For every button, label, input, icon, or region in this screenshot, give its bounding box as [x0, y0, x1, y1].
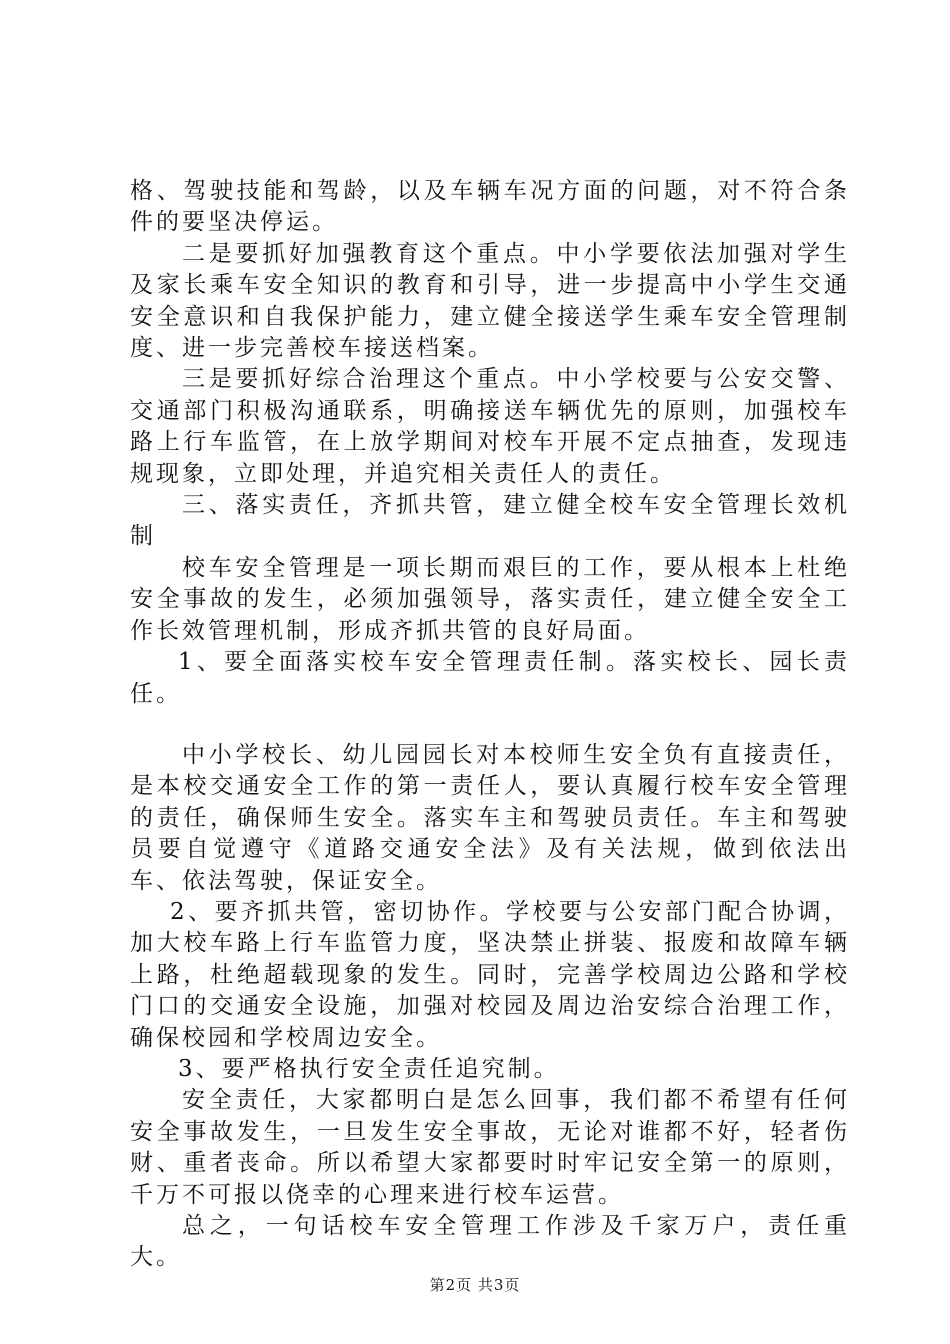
item-2-paragraph: 2、要齐抓共管，密切协作。学校要与公安部门配合协调，加大校车路上行车监管力度，坚决禁止拼装、报废和故障车辆上路，杜绝超载现象的发生。同时，完善学校周边公路和学校门口的交通安全设施，加强对校园及周边治安综合治理工作，确保校园和学校周边安全。 [130, 898, 850, 1051]
page-number-footer: 第2页 共3页 [429, 1276, 521, 1294]
paragraph-3: 三是要抓好综合治理这个重点。中小学校要与公安交警、交通部门积极沟通联系，明确接送车辆优先的原则，加强校车路上行车监管，在上放学期间对校车开展不定点抽查，发现违规现象，立即处理，并追究相关责任人的责任。 [130, 366, 850, 487]
paragraph-5: 中小学校长、幼儿园园长对本校师生安全负有直接责任，是本校交通安全工作的第一责任人，要认真履行校车安全管理的责任，确保师生安全。落实车主和驾驶员责任。车主和驾驶员要自觉遵守《道路交通安全法》及有关法规，做到依法出车、依法驾驶，保证安全。 [130, 741, 850, 894]
document-body [130, 176, 850, 1274]
paragraph-2: 二是要抓好加强教育这个重点。中小学要依法加强对学生及家长乘车安全知识的教育和引导，进一步提高中小学生交通安全意识和自我保护能力，建立健全接送学生乘车安全管理制度、进一步完善校车接送档案。 [130, 240, 850, 362]
paragraph-1: 格、驾驶技能和驾龄，以及车辆车况方面的问题，对不符合条件的要坚决停运。 [130, 178, 850, 236]
paragraph-6: 安全责任，大家都明白是怎么回事，我们都不希望有任何安全事故发生，一旦发生安全事故，无论对谁都不好，轻者伤财、重者丧命。所以希望大家都要时时牢记安全第一的原则，千万不可报以侥幸的心理来进行校车运营。 [130, 1087, 850, 1208]
paragraph-4: 校车安全管理是一项长期而艰巨的工作，要从根本上杜绝安全事故的发生，必须加强领导，落实责任，建立健全安全工作长效管理机制，形成齐抓共管的良好局面。 [130, 554, 850, 644]
item-3-heading: 3、要严格执行安全责任追究制。 [178, 1055, 560, 1082]
item-1-heading: 1、要全面落实校车安全管理责任制。落实校长、园长责任。 [130, 649, 850, 707]
paragraph-7: 总之，一句话校车安全管理工作涉及千家万户，责任重大。 [130, 1213, 850, 1271]
section-heading-3: 三、落实责任，齐抓共管，建立健全校车安全管理长效机制 [130, 492, 850, 550]
